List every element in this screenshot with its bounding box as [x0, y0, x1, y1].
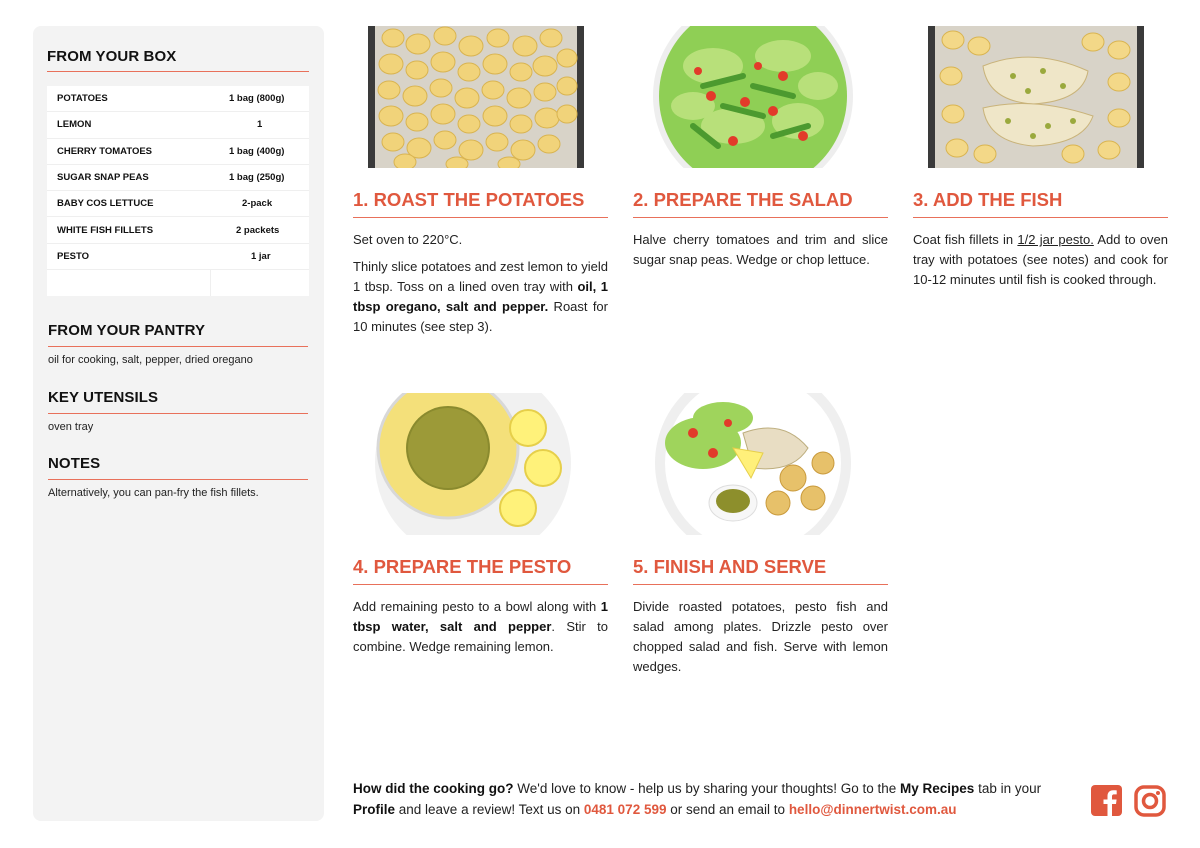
step-4-image [353, 393, 608, 535]
ingredient-qty: 2-pack [242, 198, 273, 210]
notes-section [48, 455, 308, 499]
step-1-body [353, 230, 608, 337]
step-4-p1-text-end: . Stir to combine. Wedge remaining lemon. [353, 619, 608, 654]
ingredient-qty: 1 bag (400g) [229, 145, 285, 157]
ingredient-name: PESTO [57, 250, 90, 262]
pantry-section [48, 322, 308, 366]
step-3-body [913, 230, 1168, 290]
step-1-title: 1. ROAST THE POTATOES [353, 189, 608, 218]
utensils-section [48, 389, 308, 433]
table-row [47, 86, 309, 112]
step-4-body [353, 597, 608, 657]
footer-text-1: We'd love to know - help us by sharing your thoughts! Go to the [513, 781, 901, 796]
ingredient-qty: 1 jar [251, 250, 271, 262]
step-3-p1-text-end: Add to oven tray with potatoes (see notes) and cook for 10-12 minutes until fish is cooked through. [913, 232, 1169, 287]
step-3 [913, 26, 1168, 290]
footer-text-2: tab in your [974, 781, 1042, 796]
utensils-heading: KEY UTENSILS [48, 389, 308, 414]
step-5-p1: Divide roasted potatoes, pesto fish and salad among plates. Drizzle pesto over chopped salad and fish. Serve with lemon wedges. [633, 599, 888, 674]
from-your-box-heading: FROM YOUR BOX [47, 48, 309, 72]
step-5 [633, 393, 888, 677]
step-1-image [353, 26, 608, 168]
step-2-body [633, 230, 888, 270]
footer-profile: Profile [353, 802, 396, 817]
ingredients-sidebar [33, 26, 324, 821]
pantry-heading: FROM YOUR PANTRY [48, 322, 308, 347]
fish-on-tray-image [913, 26, 1168, 168]
step-1-p2-text-end: Roast for 10 minutes (see step 3). [353, 299, 608, 334]
step-5-body [633, 597, 888, 677]
table-row [47, 191, 309, 217]
ingredient-name: SUGAR SNAP PEAS [57, 172, 149, 184]
step-3-title: 3. ADD THE FISH [913, 189, 1168, 218]
step-5-image [633, 393, 888, 535]
step-2-title: 2. PREPARE THE SALAD [633, 189, 888, 218]
ingredient-qty: 2 packets [236, 224, 280, 236]
table-row [47, 139, 309, 165]
facebook-icon[interactable] [1091, 785, 1122, 821]
footer-my-recipes: My Recipes [900, 781, 975, 796]
step-2-p1: Halve cherry tomatoes and trim and slice sugar snap peas. Wedge or chop lettuce. [633, 232, 888, 267]
step-1-p1: Set oven to 220°C. [353, 232, 463, 247]
step-1 [353, 26, 608, 337]
table-row [47, 165, 309, 191]
table-row-empty [47, 270, 309, 296]
pantry-text: oil for cooking, salt, pepper, dried oregano [48, 354, 253, 366]
ingredient-qty: 1 bag (250g) [229, 172, 285, 184]
step-1-p2-bold: oil, 1 tbsp oregano, salt and pepper. [353, 279, 608, 314]
step-3-p1-text: Coat fish fillets in [913, 232, 1018, 247]
table-row [47, 112, 309, 138]
step-4-p1-text: Add remaining pesto to a bowl along with [353, 599, 601, 614]
ingredient-qty: 1 [257, 119, 263, 131]
table-row [47, 217, 309, 243]
plated-dish-image [633, 393, 888, 535]
instagram-icon[interactable] [1134, 785, 1166, 822]
ingredient-name: WHITE FISH FILLETS [57, 224, 154, 236]
step-3-p1 [913, 230, 1168, 290]
feedback-footer [353, 778, 1073, 820]
step-4-p1 [353, 597, 608, 657]
ingredients-table [47, 86, 309, 296]
utensils-text: oven tray [48, 421, 94, 433]
notes-heading: NOTES [48, 455, 308, 480]
step-4-p1-bold: 1 tbsp water, salt and pepper [353, 599, 608, 634]
roasted-potatoes-tray-image [353, 26, 608, 168]
footer-text-4: or send an email to [666, 802, 789, 817]
footer-question: How did the cooking go? [353, 781, 514, 796]
step-4-title: 4. PREPARE THE PESTO [353, 556, 608, 585]
step-2-image [633, 26, 888, 168]
table-row [47, 244, 309, 270]
step-1-p2 [353, 257, 608, 337]
footer-phone-link[interactable]: 0481 072 599 [583, 802, 667, 817]
pesto-bowl-image [353, 393, 608, 535]
footer-email-link[interactable]: hello@dinnertwist.com.au [788, 802, 957, 817]
ingredient-name: CHERRY TOMATOES [57, 145, 153, 157]
salad-bowl-image [633, 26, 888, 168]
step-2 [633, 26, 888, 270]
footer-text-3: and leave a review! Text us on [395, 802, 584, 817]
notes-text: Alternatively, you can pan-fry the fish fillets. [48, 487, 259, 499]
step-4 [353, 393, 608, 657]
ingredient-name: LEMON [57, 119, 92, 131]
step-3-p1-underline: 1/2 jar pesto. [1017, 232, 1094, 247]
ingredient-qty: 1 bag (800g) [229, 93, 285, 105]
ingredient-name: POTATOES [57, 93, 108, 105]
step-3-image [913, 26, 1168, 168]
ingredient-name-empty [47, 270, 211, 296]
step-5-title: 5. FINISH AND SERVE [633, 556, 888, 585]
ingredient-name: BABY COS LETTUCE [57, 198, 154, 210]
step-1-p2-text: Thinly slice potatoes and zest lemon to yield 1 tbsp. Toss on a lined oven tray with [353, 259, 608, 294]
